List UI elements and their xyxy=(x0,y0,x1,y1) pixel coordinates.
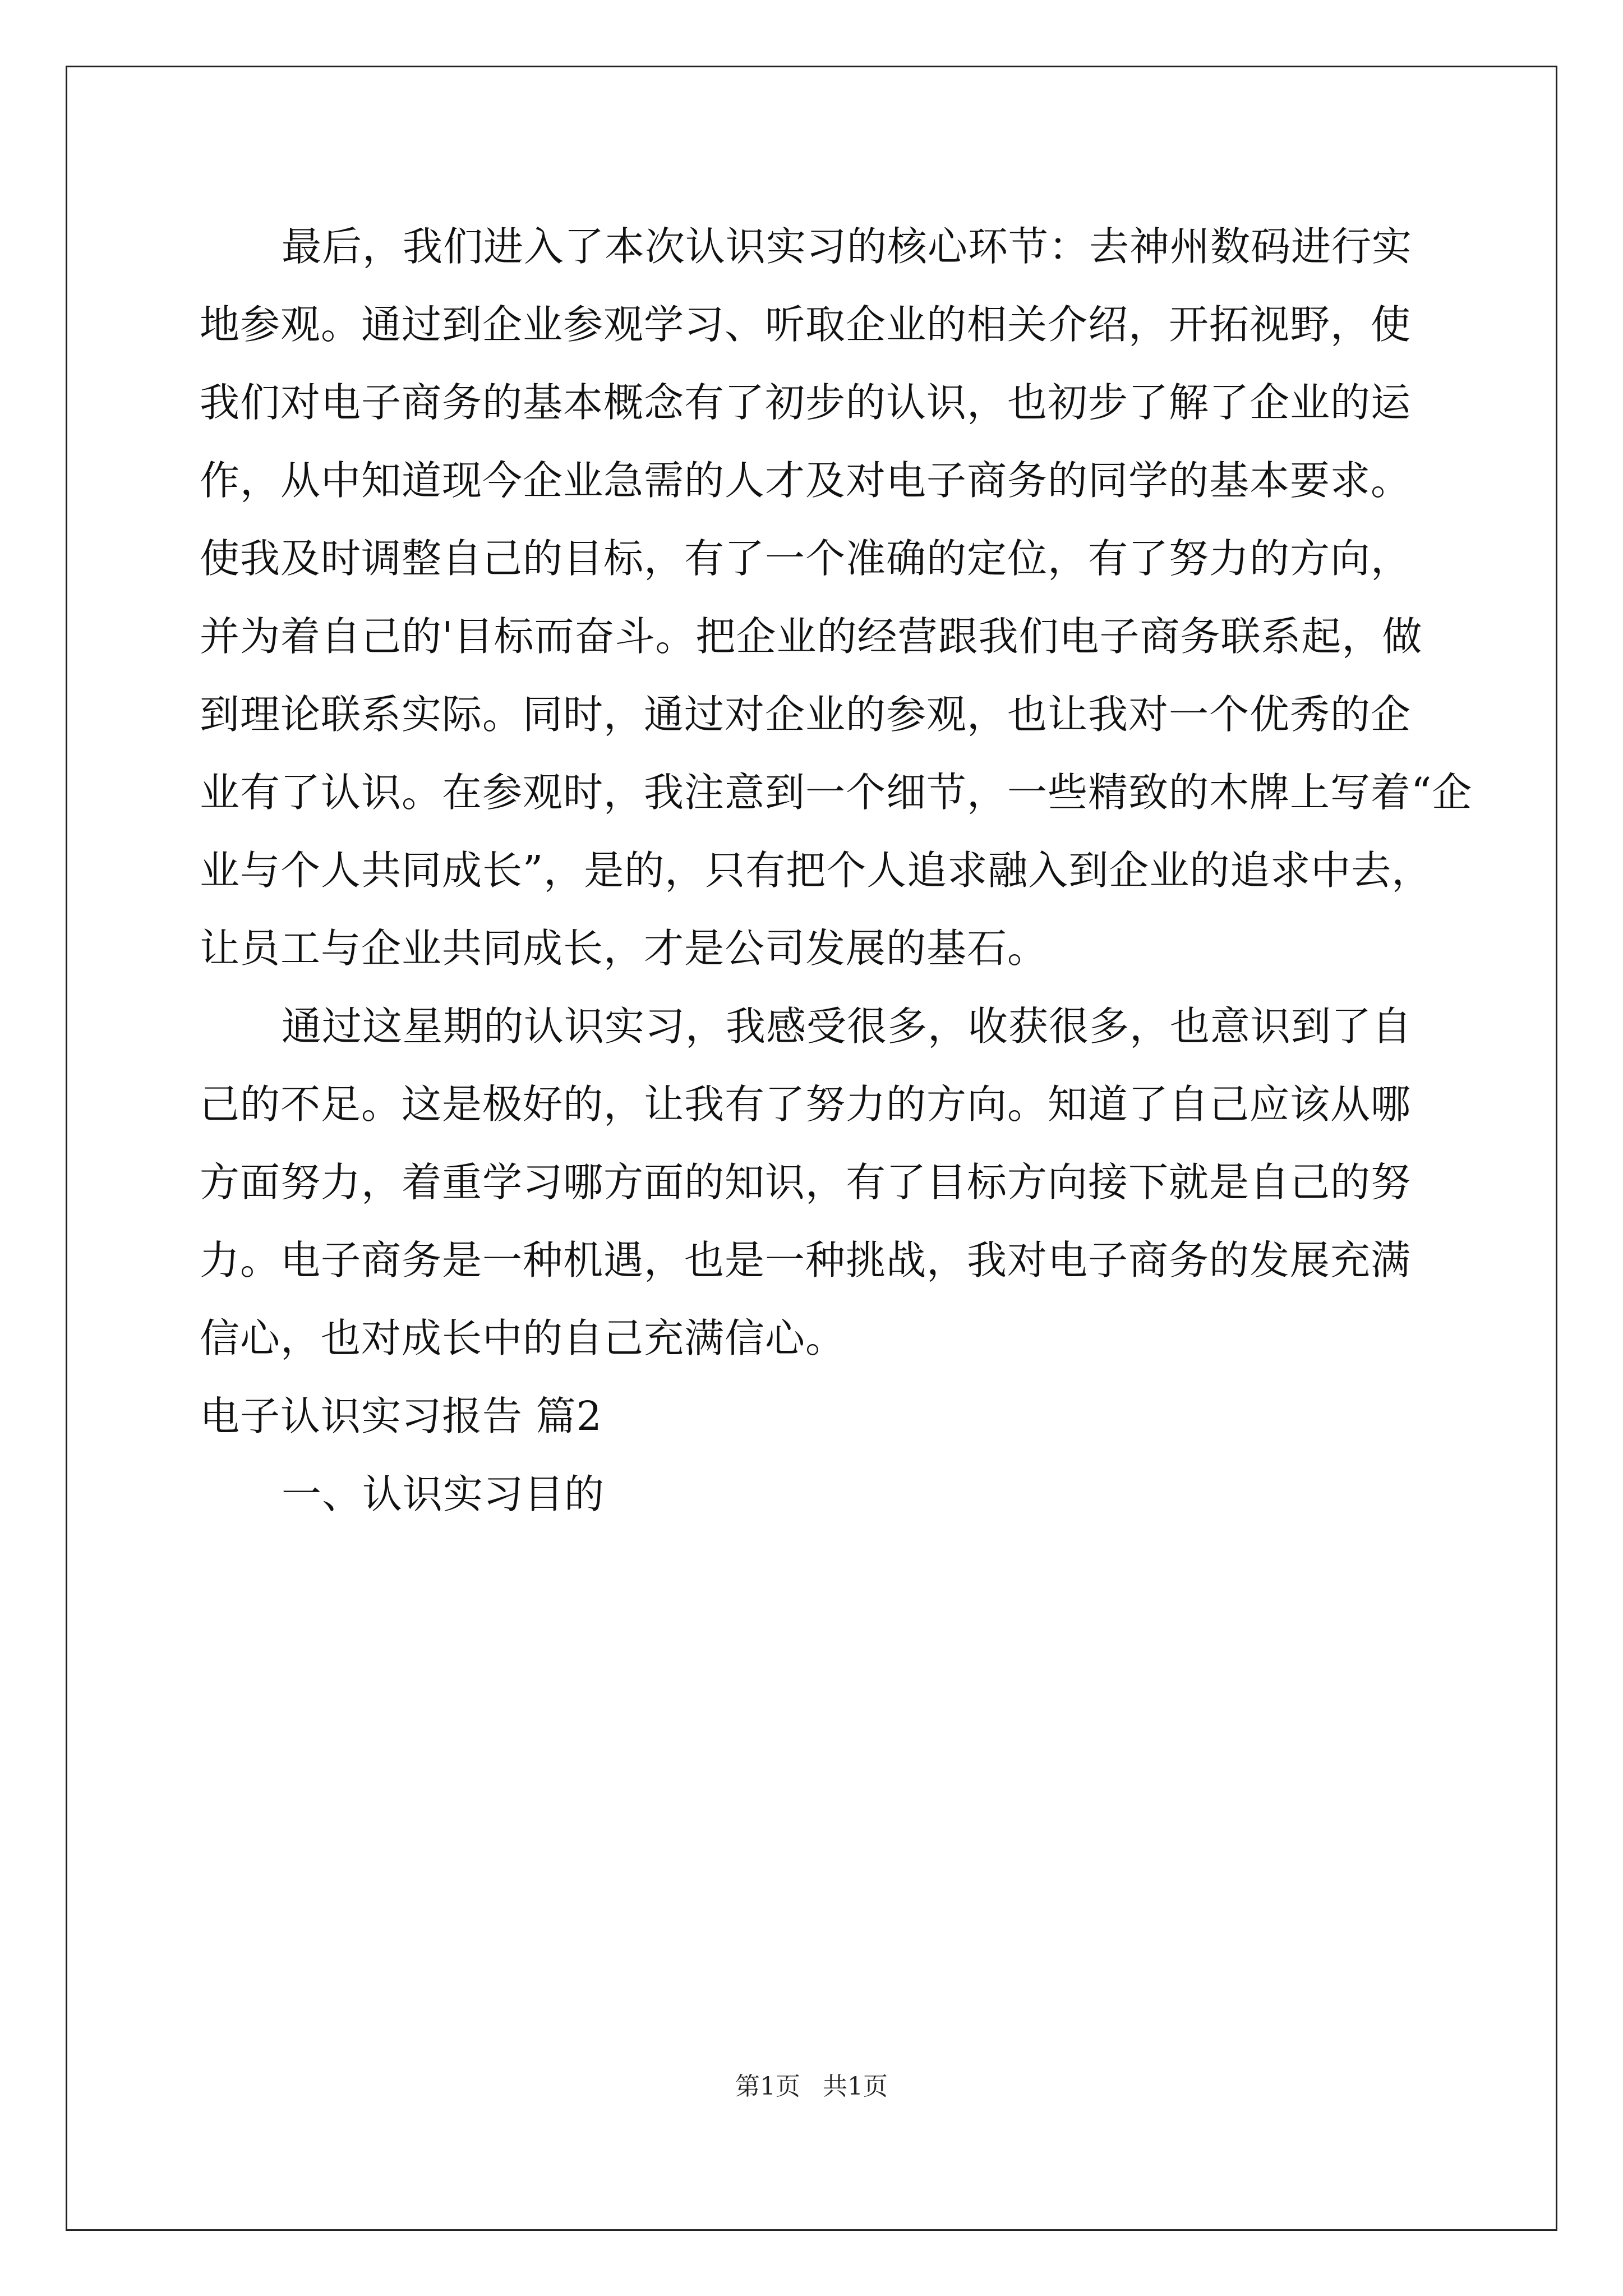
paragraph-2-line-2: 己的不足。这是极好的，让我有了努力的方向。知道了自己应该从哪 xyxy=(200,1081,1412,1128)
paragraph-2-line-1: 通过这星期的认识实习，我感受很多，收获很多，也意识到了自 xyxy=(282,1003,1413,1050)
paragraph-1-line-9: 业与个人共同成长”，是的，只有把个人追求融入到企业的追求中去， xyxy=(200,847,1432,894)
paragraph-1-line-4: 作，从中知道现今企业急需的人才及对电子商务的同学的基本要求。 xyxy=(200,457,1412,504)
paragraph-1-line-1: 最后，我们进入了本次认识实习的核心环节：去神州数码进行实 xyxy=(282,223,1413,270)
paragraph-1-line-2: 地参观。通过到企业参观学习、听取企业的相关介绍，开拓视野，使 xyxy=(200,301,1412,348)
paragraph-2-line-3: 方面努力，着重学习哪方面的知识，有了目标方向接下就是自己的努 xyxy=(200,1159,1412,1205)
section-title: 电子认识实习报告 篇2 xyxy=(200,1393,602,1439)
subheading: 一、认识实习目的 xyxy=(282,1471,605,1517)
paragraph-1-line-8: 业有了认识。在参观时，我注意到一个细节，一些精致的木牌上写着“企 xyxy=(200,769,1473,816)
paragraph-2-line-5: 信心，也对成长中的自己充满信心。 xyxy=(200,1315,846,1361)
paragraph-1-line-7: 到理论联系实际。同时，通过对企业的参观，也让我对一个优秀的企 xyxy=(200,691,1412,738)
paragraph-2-line-4: 力。电子商务是一种机遇，也是一种挑战，我对电子商务的发展充满 xyxy=(200,1237,1412,1283)
total-pages-label: 共1页 xyxy=(823,2072,888,2101)
paragraph-1-line-10: 让员工与企业共同成长，才是公司发展的基石。 xyxy=(200,925,1048,972)
paragraph-1-line-3: 我们对电子商务的基本概念有了初步的认识，也初步了解了企业的运 xyxy=(200,379,1412,426)
paragraph-1-line-6: 并为着自己的'目标而奋斗。把企业的经营跟我们电子商务联系起，做 xyxy=(200,613,1423,660)
paragraph-1-line-5: 使我及时调整自己的目标，有了一个准确的定位，有了努力的方向， xyxy=(200,535,1412,582)
page-footer xyxy=(0,2071,1623,2102)
page-number-label: 第1页 xyxy=(735,2072,800,2101)
